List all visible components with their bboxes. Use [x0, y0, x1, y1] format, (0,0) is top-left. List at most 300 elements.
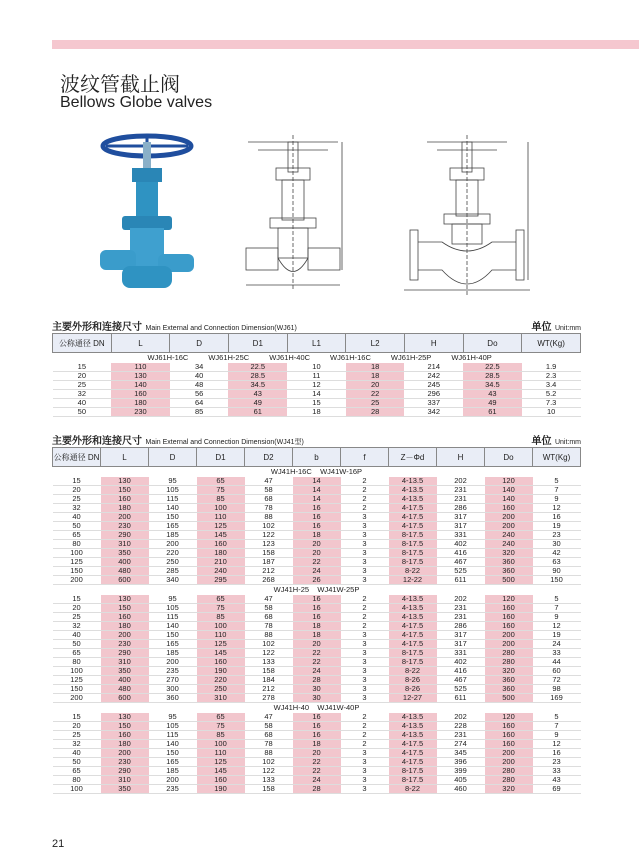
table-row	[53, 613, 581, 622]
table-cell: 133	[245, 658, 293, 667]
table-cell: 180	[101, 504, 149, 513]
table-cell: 16	[533, 513, 581, 522]
table-cell: 525	[437, 567, 485, 576]
table-row	[53, 549, 581, 558]
table-cell: 480	[101, 685, 149, 694]
table-row	[53, 604, 581, 613]
table-cell: 47	[245, 595, 293, 604]
table-cell: 285	[149, 567, 197, 576]
table-cell: 90	[533, 567, 581, 576]
table-cell: 317	[437, 640, 485, 649]
table-cell: 140	[485, 495, 533, 504]
table-cell: 65	[197, 595, 245, 604]
table-cell: 200	[101, 749, 149, 758]
table-cell: 185	[149, 531, 197, 540]
table-row	[53, 640, 581, 649]
table-cell: 160	[485, 731, 533, 740]
table-cell: 3	[341, 576, 389, 585]
table-cell: 30	[293, 694, 341, 703]
table-cell: 242	[404, 372, 463, 381]
valve-photo	[92, 128, 202, 298]
table-cell: 65	[53, 531, 101, 540]
table-cell: 231	[437, 604, 485, 613]
table-cell: 72	[533, 676, 581, 685]
table-cell: 180	[197, 549, 245, 558]
table-cell: 115	[149, 731, 197, 740]
table-cell: 200	[485, 513, 533, 522]
table-cell: 8-26	[389, 676, 437, 685]
table-cell: 2	[341, 595, 389, 604]
table-cell: 8-17.5	[389, 558, 437, 567]
table-cell: 200	[485, 749, 533, 758]
table-row	[53, 381, 581, 390]
table-cell: 50	[53, 640, 101, 649]
table-row	[53, 713, 581, 722]
table-cell: 19	[533, 522, 581, 531]
column-header: D	[170, 334, 229, 353]
table-cell: 3	[341, 749, 389, 758]
table-cell: 4-13.5	[389, 713, 437, 722]
column-header: 公称通径 DN	[53, 334, 112, 353]
table-cell: 500	[485, 694, 533, 703]
table-cell: 130	[111, 372, 170, 381]
table-cell: 28	[346, 408, 405, 417]
table-cell: 68	[245, 613, 293, 622]
table-cell: 68	[245, 731, 293, 740]
table-cell: 145	[197, 649, 245, 658]
table-cell: 64	[170, 399, 229, 408]
section-title-wj41: 主要外形和连接尺寸 Main External and Connection Dimension(WJ41型)	[52, 436, 304, 447]
model-labels	[53, 353, 581, 364]
table-row	[53, 495, 581, 504]
table-cell: 400	[101, 676, 149, 685]
table-cell: 190	[197, 667, 245, 676]
table-cell: 24	[293, 567, 341, 576]
model-label: WJ61H-16C	[330, 353, 371, 362]
column-header: Z－Φd	[389, 448, 437, 467]
table-cell: 20	[293, 640, 341, 649]
column-header: WT(Kg)	[533, 448, 581, 467]
table-cell: 3	[341, 685, 389, 694]
table-cell: 7	[533, 486, 581, 495]
table-cell: 78	[245, 622, 293, 631]
table-cell: 286	[437, 504, 485, 513]
table-cell: 399	[437, 767, 485, 776]
table-cell: 3	[341, 767, 389, 776]
table-cell: 16	[293, 713, 341, 722]
table-cell: 310	[101, 658, 149, 667]
table-cell: 12-22	[389, 576, 437, 585]
table-row	[53, 622, 581, 631]
table-cell: 26	[293, 576, 341, 585]
table-cell: 2	[341, 722, 389, 731]
table-row	[53, 785, 581, 794]
table-cell: 7.3	[522, 399, 581, 408]
table-cell: 160	[197, 776, 245, 785]
table-cell: 24	[533, 640, 581, 649]
table-cell: 50	[53, 758, 101, 767]
table-row	[53, 522, 581, 531]
table-cell: 115	[149, 495, 197, 504]
model-label: WJ41H-16C WJ41W-16P	[53, 467, 581, 478]
table-cell: 202	[437, 477, 485, 486]
table-cell: 1.9	[522, 363, 581, 372]
table-row	[53, 567, 581, 576]
unit-label-wj41: 单位 Unit:mm	[531, 436, 581, 447]
table-cell: 120	[485, 713, 533, 722]
table-cell: 145	[197, 767, 245, 776]
column-header: L	[111, 334, 170, 353]
table-cell: 12-27	[389, 694, 437, 703]
table-cell: 600	[101, 694, 149, 703]
table-cell: 12	[533, 740, 581, 749]
table-cell: 47	[245, 477, 293, 486]
table-cell: 47	[245, 713, 293, 722]
table-cell: 20	[346, 381, 405, 390]
table-cell: 75	[197, 604, 245, 613]
table-cell: 16	[293, 522, 341, 531]
table-row	[53, 685, 581, 694]
table-row	[53, 390, 581, 399]
table-cell: 8-22	[389, 785, 437, 794]
table-cell: 228	[437, 722, 485, 731]
table-row	[53, 540, 581, 549]
wj41-dimension-drawing	[402, 130, 532, 300]
table-cell: 125	[53, 558, 101, 567]
table-cell: 2	[341, 622, 389, 631]
table-cell: 20	[53, 372, 112, 381]
table-cell: 165	[149, 640, 197, 649]
table-cell: 16	[293, 722, 341, 731]
table-cell: 5.2	[522, 390, 581, 399]
table-cell: 18	[346, 363, 405, 372]
table-cell: 58	[245, 486, 293, 495]
table-cell: 105	[149, 604, 197, 613]
column-header: Do	[485, 448, 533, 467]
table-cell: 180	[101, 622, 149, 631]
table-cell: 310	[101, 540, 149, 549]
table-row	[53, 658, 581, 667]
table-cell: 78	[245, 504, 293, 513]
table-cell: 187	[245, 558, 293, 567]
table-cell: 15	[53, 713, 101, 722]
table-cell: 4-17.5	[389, 640, 437, 649]
table-cell: 120	[485, 595, 533, 604]
table-cell: 85	[197, 731, 245, 740]
table-cell: 49	[463, 399, 522, 408]
table-cell: 245	[404, 381, 463, 390]
table-row	[53, 595, 581, 604]
table-cell: 48	[170, 381, 229, 390]
table-cell: 5	[533, 595, 581, 604]
table-cell: 22	[293, 767, 341, 776]
table-cell: 24	[293, 776, 341, 785]
table-cell: 3	[341, 667, 389, 676]
table-cell: 4-17.5	[389, 513, 437, 522]
table-cell: 185	[149, 649, 197, 658]
table-cell: 402	[437, 540, 485, 549]
table-cell: 85	[170, 408, 229, 417]
table-cell: 22	[346, 390, 405, 399]
table-cell: 160	[101, 495, 149, 504]
table-row	[53, 740, 581, 749]
table-cell: 280	[485, 658, 533, 667]
table-cell: 28	[293, 785, 341, 794]
model-label: WJ61H-16C	[147, 353, 189, 362]
table-cell: 240	[197, 567, 245, 576]
wj41-dimension-table	[52, 447, 581, 794]
table-cell: 65	[197, 713, 245, 722]
table-cell: 16	[293, 595, 341, 604]
header-accent-bar	[52, 40, 639, 49]
table-cell: 110	[197, 513, 245, 522]
table-cell: 18	[293, 631, 341, 640]
table-cell: 286	[437, 622, 485, 631]
table-cell: 7	[533, 604, 581, 613]
table-cell: 416	[437, 667, 485, 676]
table-cell: 180	[101, 740, 149, 749]
section-title-wj61: 主要外形和连接尺寸 Main External and Connection Dimension(WJ61)	[52, 322, 297, 333]
table-cell: 20	[293, 540, 341, 549]
table-cell: 2	[341, 740, 389, 749]
table-cell: 3	[341, 631, 389, 640]
table-cell: 140	[111, 381, 170, 390]
table-row	[53, 776, 581, 785]
table-cell: 160	[101, 731, 149, 740]
table-cell: 220	[149, 549, 197, 558]
table-cell: 14	[293, 477, 341, 486]
table-row	[53, 513, 581, 522]
table-cell: 122	[245, 767, 293, 776]
table-cell: 3	[341, 649, 389, 658]
table-cell: 240	[485, 540, 533, 549]
table-cell: 2	[341, 613, 389, 622]
table-cell: 32	[53, 504, 101, 513]
table-cell: 280	[485, 776, 533, 785]
table-cell: 467	[437, 558, 485, 567]
table-cell: 231	[437, 486, 485, 495]
table-cell: 150	[149, 513, 197, 522]
table-cell: 200	[485, 631, 533, 640]
table-cell: 22	[293, 649, 341, 658]
table-cell: 3	[341, 658, 389, 667]
table-cell: 150	[53, 567, 101, 576]
table-cell: 2	[341, 477, 389, 486]
table-cell: 212	[245, 685, 293, 694]
table-row	[53, 399, 581, 408]
table-row	[53, 676, 581, 685]
table-cell: 8-17.5	[389, 549, 437, 558]
table-cell: 56	[170, 390, 229, 399]
table-cell: 5	[533, 477, 581, 486]
table-cell: 30	[293, 685, 341, 694]
table-cell: 9	[533, 495, 581, 504]
table-cell: 4-17.5	[389, 522, 437, 531]
table-cell: 75	[197, 722, 245, 731]
table-cell: 4-17.5	[389, 749, 437, 758]
table-cell: 200	[485, 758, 533, 767]
table-cell: 295	[197, 576, 245, 585]
table-cell: 24	[293, 667, 341, 676]
table-row	[53, 408, 581, 417]
table-cell: 25	[53, 381, 112, 390]
table-cell: 18	[346, 372, 405, 381]
table-cell: 202	[437, 713, 485, 722]
table-cell: 28.5	[463, 372, 522, 381]
table-cell: 360	[485, 567, 533, 576]
table-cell: 145	[197, 531, 245, 540]
table-cell: 130	[101, 595, 149, 604]
table-cell: 600	[101, 576, 149, 585]
table-cell: 4-13.5	[389, 595, 437, 604]
table-row	[53, 531, 581, 540]
table-cell: 300	[149, 685, 197, 694]
table-cell: 49	[228, 399, 287, 408]
table-cell: 105	[149, 722, 197, 731]
table-cell: 19	[533, 631, 581, 640]
table-cell: 34	[170, 363, 229, 372]
table-cell: 44	[533, 658, 581, 667]
table-cell: 140	[149, 622, 197, 631]
table-cell: 110	[197, 631, 245, 640]
table-cell: 350	[101, 785, 149, 794]
table-cell: 320	[485, 667, 533, 676]
table-cell: 200	[101, 631, 149, 640]
table-cell: 22	[293, 658, 341, 667]
table-cell: 25	[346, 399, 405, 408]
table-cell: 3	[341, 513, 389, 522]
table-cell: 100	[53, 785, 101, 794]
table-cell: 69	[533, 785, 581, 794]
table-cell: 340	[149, 576, 197, 585]
table-cell: 4-13.5	[389, 486, 437, 495]
table-cell: 185	[149, 767, 197, 776]
table-cell: 180	[111, 399, 170, 408]
table-cell: 278	[245, 694, 293, 703]
table-cell: 611	[437, 576, 485, 585]
table-cell: 220	[197, 676, 245, 685]
table-cell: 2	[341, 604, 389, 613]
table-cell: 2.3	[522, 372, 581, 381]
table-cell: 22.5	[463, 363, 522, 372]
table-cell: 3	[341, 522, 389, 531]
table-cell: 40	[53, 749, 101, 758]
table-cell: 15	[53, 595, 101, 604]
table-cell: 480	[101, 567, 149, 576]
table-cell: 200	[149, 658, 197, 667]
table-cell: 4-17.5	[389, 504, 437, 513]
table-cell: 7	[533, 722, 581, 731]
table-cell: 360	[485, 558, 533, 567]
table-cell: 416	[437, 549, 485, 558]
table-cell: 350	[101, 549, 149, 558]
table-cell: 15	[53, 363, 112, 372]
table-cell: 75	[197, 486, 245, 495]
table-row	[53, 372, 581, 381]
table-cell: 467	[437, 676, 485, 685]
table-cell: 30	[533, 540, 581, 549]
table-cell: 15	[287, 399, 346, 408]
table-cell: 3.4	[522, 381, 581, 390]
table-cell: 3	[341, 776, 389, 785]
table-cell: 160	[197, 658, 245, 667]
column-header: D	[149, 448, 197, 467]
table-cell: 32	[53, 390, 112, 399]
table-row	[53, 363, 581, 372]
table-cell: 61	[463, 408, 522, 417]
table-cell: 20	[53, 604, 101, 613]
table-cell: 14	[287, 390, 346, 399]
table-cell: 15	[53, 477, 101, 486]
table-cell: 20	[53, 722, 101, 731]
table-cell: 68	[245, 495, 293, 504]
table-cell: 317	[437, 631, 485, 640]
table-cell: 40	[53, 513, 101, 522]
table-cell: 61	[228, 408, 287, 417]
table-cell: 290	[101, 649, 149, 658]
table-cell: 150	[149, 631, 197, 640]
column-header: H	[437, 448, 485, 467]
table-cell: 150	[53, 685, 101, 694]
table-cell: 200	[53, 576, 101, 585]
wj61-dimension-drawing	[238, 130, 348, 300]
table-row	[53, 477, 581, 486]
table-row	[53, 694, 581, 703]
table-cell: 16	[293, 731, 341, 740]
column-header: WT(Kg)	[522, 334, 581, 353]
table-cell: 9	[533, 731, 581, 740]
table-cell: 32	[53, 622, 101, 631]
table-cell: 25	[53, 613, 101, 622]
table-row	[53, 631, 581, 640]
table-cell: 360	[485, 676, 533, 685]
table-cell: 8-26	[389, 685, 437, 694]
table-cell: 274	[437, 740, 485, 749]
table-cell: 58	[245, 604, 293, 613]
column-header: 公称通径 DN	[53, 448, 101, 467]
column-header: b	[293, 448, 341, 467]
model-label: WJ61H-40P	[451, 353, 492, 362]
table-cell: 25	[53, 495, 101, 504]
table-cell: 22	[293, 558, 341, 567]
table-cell: 20	[293, 549, 341, 558]
table-cell: 9	[533, 613, 581, 622]
table-cell: 63	[533, 558, 581, 567]
table-cell: 290	[101, 531, 149, 540]
table-cell: 28	[293, 676, 341, 685]
table-cell: 2	[341, 486, 389, 495]
table-cell: 500	[485, 576, 533, 585]
table-row	[53, 576, 581, 585]
table-cell: 43	[463, 390, 522, 399]
table-cell: 33	[533, 767, 581, 776]
table-cell: 140	[485, 486, 533, 495]
table-cell: 3	[341, 785, 389, 794]
table-cell: 231	[437, 731, 485, 740]
table-cell: 310	[101, 776, 149, 785]
table-cell: 8-22	[389, 667, 437, 676]
table-cell: 88	[245, 631, 293, 640]
table-cell: 268	[245, 576, 293, 585]
table-cell: 105	[149, 486, 197, 495]
table-cell: 160	[485, 613, 533, 622]
table-cell: 140	[149, 740, 197, 749]
table-cell: 235	[149, 667, 197, 676]
table-cell: 10	[522, 408, 581, 417]
table-cell: 110	[111, 363, 170, 372]
table-cell: 95	[149, 477, 197, 486]
table-cell: 320	[485, 549, 533, 558]
